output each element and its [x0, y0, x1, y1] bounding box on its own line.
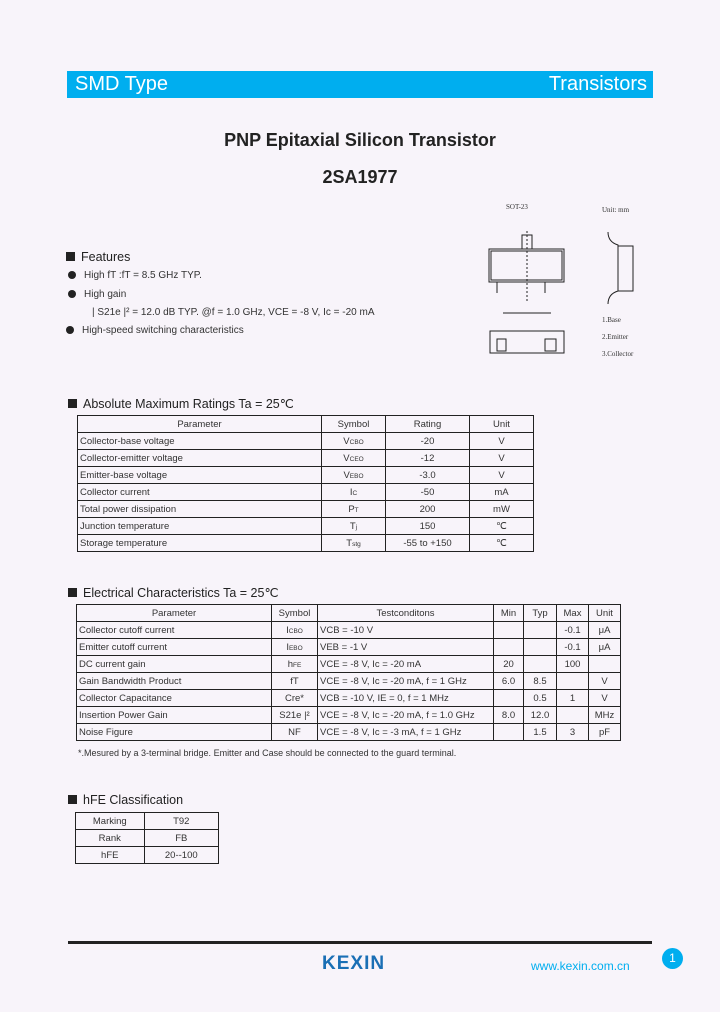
kexin-logo: KEXIN — [322, 953, 386, 974]
column-header: Unit — [470, 416, 534, 433]
min-cell — [494, 639, 524, 656]
unit-cell: pF — [589, 724, 621, 741]
bullet-icon — [66, 326, 74, 334]
symbol-main: T — [346, 537, 353, 549]
column-header: Symbol — [272, 605, 318, 622]
symbol-cell — [322, 467, 386, 484]
symbol-subscript: EBO — [349, 472, 364, 480]
symbol-cell — [322, 535, 386, 552]
square-bullet-icon — [68, 588, 77, 597]
typ-cell: 1.5 — [524, 724, 557, 741]
symbol-main: h — [287, 658, 293, 670]
square-bullet-icon — [68, 399, 77, 408]
table-row — [76, 830, 219, 847]
parameter-cell: Gain Bandwidth Product — [77, 673, 272, 690]
unit-cell: μA — [589, 622, 621, 639]
symbol-main: V — [343, 469, 350, 481]
max-cell — [557, 673, 589, 690]
symbol-cell — [322, 484, 386, 501]
symbol-cell — [272, 673, 318, 690]
table-row — [77, 656, 621, 673]
min-cell — [494, 690, 524, 707]
condition-cell: VCE = -8 V, Ic = -20 mA, f = 1.0 GHz — [318, 707, 494, 724]
table-row — [78, 518, 534, 535]
unit-cell: mA — [470, 484, 534, 501]
column-header: Parameter — [78, 416, 322, 433]
package-unit: Unit: mm — [602, 206, 630, 214]
symbol-subscript: CBO — [349, 438, 364, 446]
symbol-main: V — [343, 435, 350, 447]
table-row — [77, 673, 621, 690]
symbol-main: V — [343, 452, 350, 464]
symbol-cell — [322, 501, 386, 518]
column-header: Symbol — [322, 416, 386, 433]
rating-cell: 200 — [386, 501, 470, 518]
table-row — [77, 622, 621, 639]
unit-cell: ℃ — [470, 535, 534, 552]
max-cell: 3 — [557, 724, 589, 741]
page-number-badge: 1 — [662, 948, 683, 969]
rating-cell: -20 — [386, 433, 470, 450]
typ-cell: 8.5 — [524, 673, 557, 690]
feature-item — [68, 270, 202, 281]
min-cell — [494, 622, 524, 639]
parameter-cell: Collector-emitter voltage — [78, 450, 322, 467]
symbol-subscript: CBO — [288, 627, 303, 635]
label-cell: Rank — [76, 830, 145, 847]
symbol-cell — [272, 724, 318, 741]
symbol-main: Cre* — [284, 692, 304, 704]
symbol-cell — [272, 707, 318, 724]
table-row — [78, 501, 534, 518]
min-cell: 20 — [494, 656, 524, 673]
abs-max-table — [77, 415, 534, 552]
label-cell: Marking — [76, 813, 145, 830]
value-cell: 20--100 — [144, 847, 218, 864]
feature-item — [68, 289, 126, 300]
square-bullet-icon — [66, 252, 75, 261]
symbol-cell — [322, 518, 386, 535]
parameter-cell: Collector cutoff current — [77, 622, 272, 639]
pin-2-label: 2.Emitter — [602, 333, 629, 341]
unit-cell: V — [589, 673, 621, 690]
rating-cell: -12 — [386, 450, 470, 467]
column-header: Min — [494, 605, 524, 622]
label-cell: hFE — [76, 847, 145, 864]
bullet-icon — [68, 271, 76, 279]
rating-cell: -50 — [386, 484, 470, 501]
symbol-main: I — [286, 624, 289, 636]
condition-cell: VCE = -8 V, Ic = -3 mA, f = 1 GHz — [318, 724, 494, 741]
hfe-heading — [68, 793, 183, 807]
elec-table — [76, 604, 621, 741]
pin-1-label: 1.Base — [602, 316, 621, 324]
column-header: Testconditons — [318, 605, 494, 622]
feature-text: High gain — [84, 289, 127, 300]
unit-cell: V — [470, 433, 534, 450]
condition-cell: VEB = -1 V — [318, 639, 494, 656]
condition-cell: VCB = -10 V, IE = 0, f = 1 MHz — [318, 690, 494, 707]
symbol-main: T — [349, 520, 356, 532]
symbol-main: P — [348, 503, 355, 515]
table-row — [76, 847, 219, 864]
bullet-icon — [68, 290, 76, 298]
condition-cell: VCE = -8 V, Ic = -20 mA, f = 1 GHz — [318, 673, 494, 690]
symbol-cell — [272, 639, 318, 656]
symbol-subscript: EBO — [288, 644, 303, 652]
rating-cell: -55 to +150 — [386, 535, 470, 552]
parameter-cell: DC current gain — [77, 656, 272, 673]
condition-cell: VCB = -10 V — [318, 622, 494, 639]
feature-item — [66, 325, 244, 336]
parameter-cell: Emitter cutoff current — [77, 639, 272, 656]
column-header: Parameter — [77, 605, 272, 622]
symbol-cell — [322, 433, 386, 450]
unit-cell: V — [589, 690, 621, 707]
min-cell: 8.0 — [494, 707, 524, 724]
symbol-cell — [272, 656, 318, 673]
table-row — [78, 484, 534, 501]
footer-divider — [68, 941, 652, 944]
typ-cell — [524, 622, 557, 639]
unit-cell: μA — [589, 639, 621, 656]
max-cell: 100 — [557, 656, 589, 673]
column-header: Unit — [589, 605, 621, 622]
unit-cell: V — [470, 450, 534, 467]
typ-cell: 12.0 — [524, 707, 557, 724]
table-row — [78, 433, 534, 450]
max-cell: -0.1 — [557, 622, 589, 639]
hfe-table — [75, 812, 219, 864]
symbol-main: NF — [288, 726, 301, 738]
header-left: SMD Type — [75, 73, 168, 95]
elec-note: *.Mesured by a 3-terminal bridge. Emitter and Case should be connected to the guard terminal. — [78, 748, 457, 758]
table-header-row — [77, 605, 621, 622]
max-cell: -0.1 — [557, 639, 589, 656]
max-cell — [557, 707, 589, 724]
symbol-cell — [272, 690, 318, 707]
column-header: Typ — [524, 605, 557, 622]
typ-cell — [524, 656, 557, 673]
website-link[interactable]: www.kexin.com.cn — [531, 959, 630, 973]
header-banner — [67, 71, 653, 98]
table-row — [77, 707, 621, 724]
features-heading-text: Features — [81, 250, 131, 264]
table-row — [78, 535, 534, 552]
page-title: PNP Epitaxial Silicon Transistor — [224, 130, 496, 150]
symbol-subscript: C — [352, 489, 358, 497]
parameter-cell: Total power dissipation — [78, 501, 322, 518]
symbol-main: S21e |² — [279, 709, 310, 721]
abs-max-heading-text: Absolute Maximum Ratings Ta = 25℃ — [83, 397, 294, 411]
table-row — [77, 724, 621, 741]
table-row — [76, 813, 219, 830]
table-header-row — [78, 416, 534, 433]
parameter-cell: Collector current — [78, 484, 322, 501]
feature-text: High fT :fT = 8.5 GHz TYP. — [84, 270, 202, 281]
parameter-cell: Junction temperature — [78, 518, 322, 535]
feature-subitem: | S21e |² = 12.0 dB TYP. @f = 1.0 GHz, VCE = -8 V, Ic = -20 mA — [92, 307, 375, 318]
min-cell — [494, 724, 524, 741]
value-cell: FB — [144, 830, 218, 847]
symbol-subscript: j — [355, 523, 358, 531]
unit-cell: V — [470, 467, 534, 484]
features-heading — [66, 250, 130, 264]
table-row — [77, 639, 621, 656]
parameter-cell: Insertion Power Gain — [77, 707, 272, 724]
parameter-cell: Noise Figure — [77, 724, 272, 741]
package-drawing — [440, 195, 660, 385]
header-right: Transistors — [548, 73, 647, 95]
typ-cell — [524, 639, 557, 656]
parameter-cell: Collector-base voltage — [78, 433, 322, 450]
symbol-subscript: CEO — [349, 455, 364, 463]
symbol-main: I — [349, 486, 353, 498]
column-header: Max — [557, 605, 589, 622]
table-row — [78, 450, 534, 467]
table-row — [78, 467, 534, 484]
parameter-cell: Emitter-base voltage — [78, 467, 322, 484]
pin-3-label: 3.Collector — [602, 350, 634, 358]
unit-cell: MHz — [589, 707, 621, 724]
rating-cell: 150 — [386, 518, 470, 535]
feature-text: High-speed switching characteristics — [82, 325, 244, 336]
symbol-cell — [272, 622, 318, 639]
symbol-main: I — [286, 641, 289, 653]
parameter-cell: Storage temperature — [78, 535, 322, 552]
value-cell: T92 — [144, 813, 218, 830]
condition-cell: VCE = -8 V, Ic = -20 mA — [318, 656, 494, 673]
elec-heading-text: Electrical Characteristics Ta = 25℃ — [83, 586, 279, 600]
symbol-subscript: stg — [352, 540, 361, 548]
square-bullet-icon — [68, 795, 77, 804]
unit-cell: mW — [470, 501, 534, 518]
symbol-subscript: T — [354, 506, 359, 514]
min-cell: 6.0 — [494, 673, 524, 690]
elec-heading — [68, 585, 278, 600]
typ-cell: 0.5 — [524, 690, 557, 707]
hfe-heading-text: hFE Classification — [83, 793, 184, 807]
symbol-subscript: FE — [292, 661, 302, 669]
abs-max-heading — [68, 396, 294, 411]
package-name: SOT-23 — [506, 203, 528, 211]
rating-cell: -3.0 — [386, 467, 470, 484]
unit-cell — [589, 656, 621, 673]
column-header: Rating — [386, 416, 470, 433]
parameter-cell: Collector Capacitance — [77, 690, 272, 707]
part-number: 2SA1977 — [322, 167, 398, 187]
symbol-cell — [322, 450, 386, 467]
symbol-main: fT — [290, 675, 299, 687]
table-row — [77, 690, 621, 707]
max-cell: 1 — [557, 690, 589, 707]
unit-cell: ℃ — [470, 518, 534, 535]
